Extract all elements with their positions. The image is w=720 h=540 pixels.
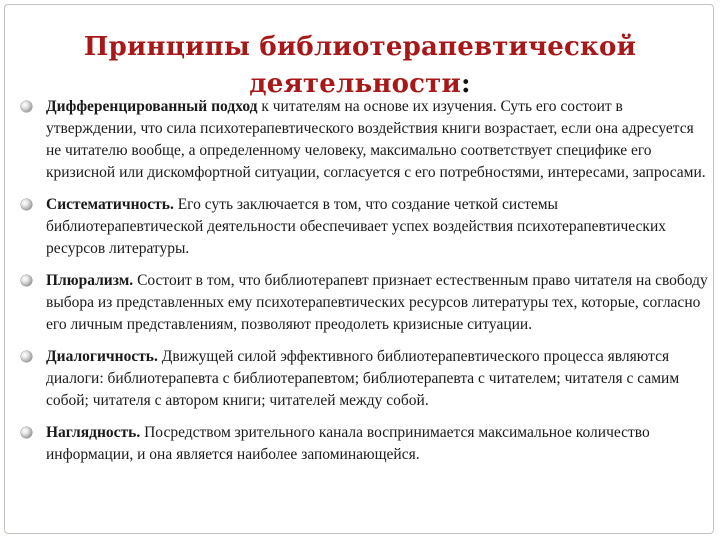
principle-term: Диалогичность.	[46, 348, 158, 365]
principle-item-systematicity	[18, 194, 708, 260]
slide-title-colon: :	[460, 69, 471, 100]
principle-description: к читателям на основе их изучения. Суть его состоит в утверждении, что сила психотерапевтического воздействия книги возрастает, если она адресуется не читателю вообще, а определенному человеку, максимально соответствует специфике его кризисной или дискомфортной ситуации, согласуется с его потребностями, интересами, запросами.	[46, 98, 706, 181]
round-bullet-icon	[21, 351, 32, 362]
principle-description: Состоит в том, что библиотерапевт признает естественным право читателя на свободу выбора из представленных ему психотерапевтических ресурсов литературы тех, которые, согласно его личным представлениям, позволяют преодолеть кризисные ситуации.	[46, 272, 708, 333]
principle-item-differentiated-approach	[18, 96, 708, 184]
principle-item-visibility	[18, 422, 708, 466]
round-bullet-icon	[21, 101, 32, 112]
slide-title-line-1: Принципы библиотерапевтической	[83, 32, 637, 63]
principle-description: Его суть заключается в том, что создание четкой системы библиотерапевтической деятельности обеспечивает успех воздействия психотерапевтических ресурсов литературы.	[46, 196, 667, 257]
principles-list	[18, 96, 708, 476]
principle-description: Движущей силой эффективного библиотерапевтического процесса являются диалоги: библиотерапевта с библиотерапевтом; библиотерапевта с читателем; читателя с самим собой; читателя с автором книги; читателей между собой.	[46, 348, 680, 409]
slide-title-line-2-text: деятельности	[249, 69, 461, 100]
principle-description: Посредством зрительного канала воспринимается максимальное количество информации, и она является наиболее запоминающейся.	[46, 424, 650, 463]
slide-title	[20, 29, 700, 103]
round-bullet-icon	[21, 427, 32, 438]
principle-term: Плюрализм.	[46, 272, 134, 289]
principle-term: Систематичность.	[46, 196, 174, 213]
principle-item-dialogicity	[18, 346, 708, 412]
round-bullet-icon	[21, 199, 32, 210]
principle-term: Наглядность.	[46, 424, 141, 441]
round-bullet-icon	[21, 275, 32, 286]
principle-term: Дифференцированный подход	[46, 98, 258, 115]
principle-item-pluralism	[18, 270, 708, 336]
